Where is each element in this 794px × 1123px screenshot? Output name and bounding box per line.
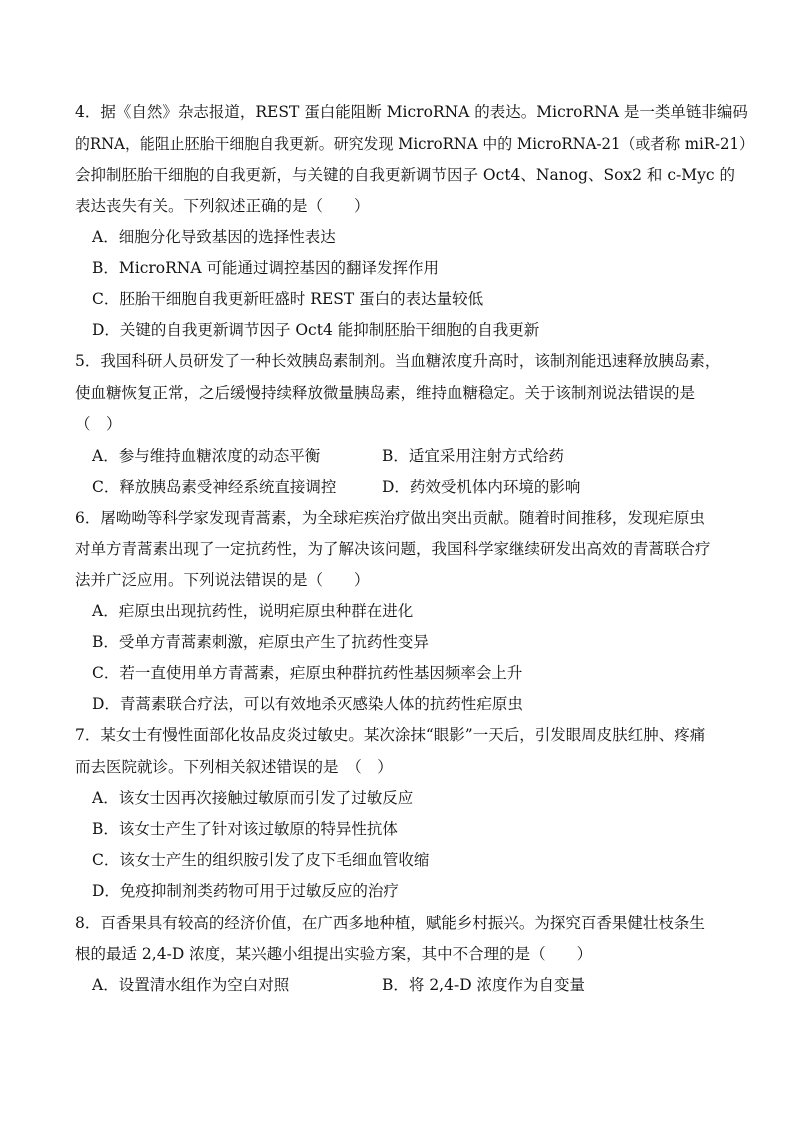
q6-option-a: A．疟原虫出现抗药性，说明疟原虫种群在进化 bbox=[92, 602, 414, 620]
q7-stem-line-2: 而去医院就诊。下列相关叙述错误的是 （ ） bbox=[75, 758, 393, 776]
q8-stem-line-2: 根的最适 2,4-D 浓度，某兴趣小组提出实验方案，其中不合理的是（ ） bbox=[75, 945, 593, 963]
q7-option-d: D．免疫抑制剂类药物可用于过敏反应的治疗 bbox=[92, 882, 399, 900]
q5-stem-line-1: 5．我国科研人员研发了一种长效胰岛素制剂。当血糖浓度升高时，该制剂能迅速释放胰岛素， bbox=[75, 352, 721, 370]
q8-stem-line-1: 8．百香果具有较高的经济价值，在广西多地种植，赋能乡村振兴。为探究百香果健壮枝条生 bbox=[75, 914, 705, 932]
q4-stem-line-1: 4．据《自然》杂志报道，REST 蛋白能阻断 MicroRNA 的表达。MicroRNA 是一类单链非编码 bbox=[75, 103, 748, 121]
q6-stem-line-2: 对单方青蒿素出现了一定抗药性，为了解决该问题，我国科学家继续研发出高效的青蒿联合疗 bbox=[75, 540, 711, 558]
q4-option-d: D．关键的自我更新调节因子 Oct4 能抑制胚胎干细胞的自我更新 bbox=[92, 321, 540, 339]
q4-stem-line-4: 表达丧失有关。下列叙述正确的是（ ） bbox=[75, 197, 370, 215]
q8-option-b: B．将 2,4-D 浓度作为自变量 bbox=[382, 976, 586, 994]
q5-stem-line-2: 使血糖恢复正常，之后缓慢持续释放微量胰岛素，维持血糖稳定。关于该制剂说法错误的是 bbox=[75, 384, 696, 402]
q5-option-b: B．适宜采用注射方式给药 bbox=[382, 447, 564, 465]
q4-stem-line-2: 的RNA，能阻止胚胎干细胞自我更新。研究发现 MicroRNA 中的 MicroRNA-21（或者称 miR-21） bbox=[75, 135, 754, 153]
q4-option-b: B．MicroRNA 可能通过调控基因的翻译发挥作用 bbox=[92, 259, 439, 277]
q7-option-c: C．该女士产生的组织胺引发了皮下毛细血管收缩 bbox=[92, 851, 430, 869]
q4-option-a: A．细胞分化导致基因的选择性表达 bbox=[92, 228, 336, 246]
q7-stem-line-1: 7．某女士有慢性面部化妆品皮炎过敏史。某次涂抹“眼影”一天后，引发眼周皮肤红肿、疼痛 bbox=[75, 726, 706, 744]
q7-option-b: B．该女士产生了针对该过敏原的特异性抗体 bbox=[92, 820, 398, 838]
q7-option-a: A．该女士因再次接触过敏原而引发了过敏反应 bbox=[92, 789, 414, 807]
q4-option-c: C．胚胎干细胞自我更新旺盛时 REST 蛋白的表达量较低 bbox=[92, 290, 484, 308]
q8-option-a: A．设置清水组作为空白对照 bbox=[92, 976, 290, 994]
q6-option-b: B．受单方青蒿素刺激，疟原虫产生了抗药性变异 bbox=[92, 633, 429, 651]
q5-stem-line-3: （ ） bbox=[75, 415, 122, 433]
q5-option-c: C．释放胰岛素受神经系统直接调控 bbox=[92, 478, 337, 496]
q6-stem-line-1: 6．屠呦呦等科学家发现青蒿素，为全球疟疾治疗做出突出贡献。随着时间推移，发现疟原虫 bbox=[75, 509, 705, 527]
q4-stem-line-3: 会抑制胚胎干细胞的自我更新，与关键的自我更新调节因子 Oct4、Nanog、Sox2 和 c-Myc 的 bbox=[75, 166, 736, 184]
q6-option-d: D．青蒿素联合疗法，可以有效地杀灭感染人体的抗药性疟原虫 bbox=[92, 695, 523, 713]
q5-option-d: D．药效受机体内环境的影响 bbox=[382, 478, 581, 496]
q5-option-a: A．参与维持血糖浓度的动态平衡 bbox=[92, 447, 321, 465]
q6-option-c: C．若一直使用单方青蒿素，疟原虫种群抗药性基因频率会上升 bbox=[92, 664, 523, 682]
q6-stem-line-3: 法并广泛应用。下列说法错误的是（ ） bbox=[75, 571, 370, 589]
